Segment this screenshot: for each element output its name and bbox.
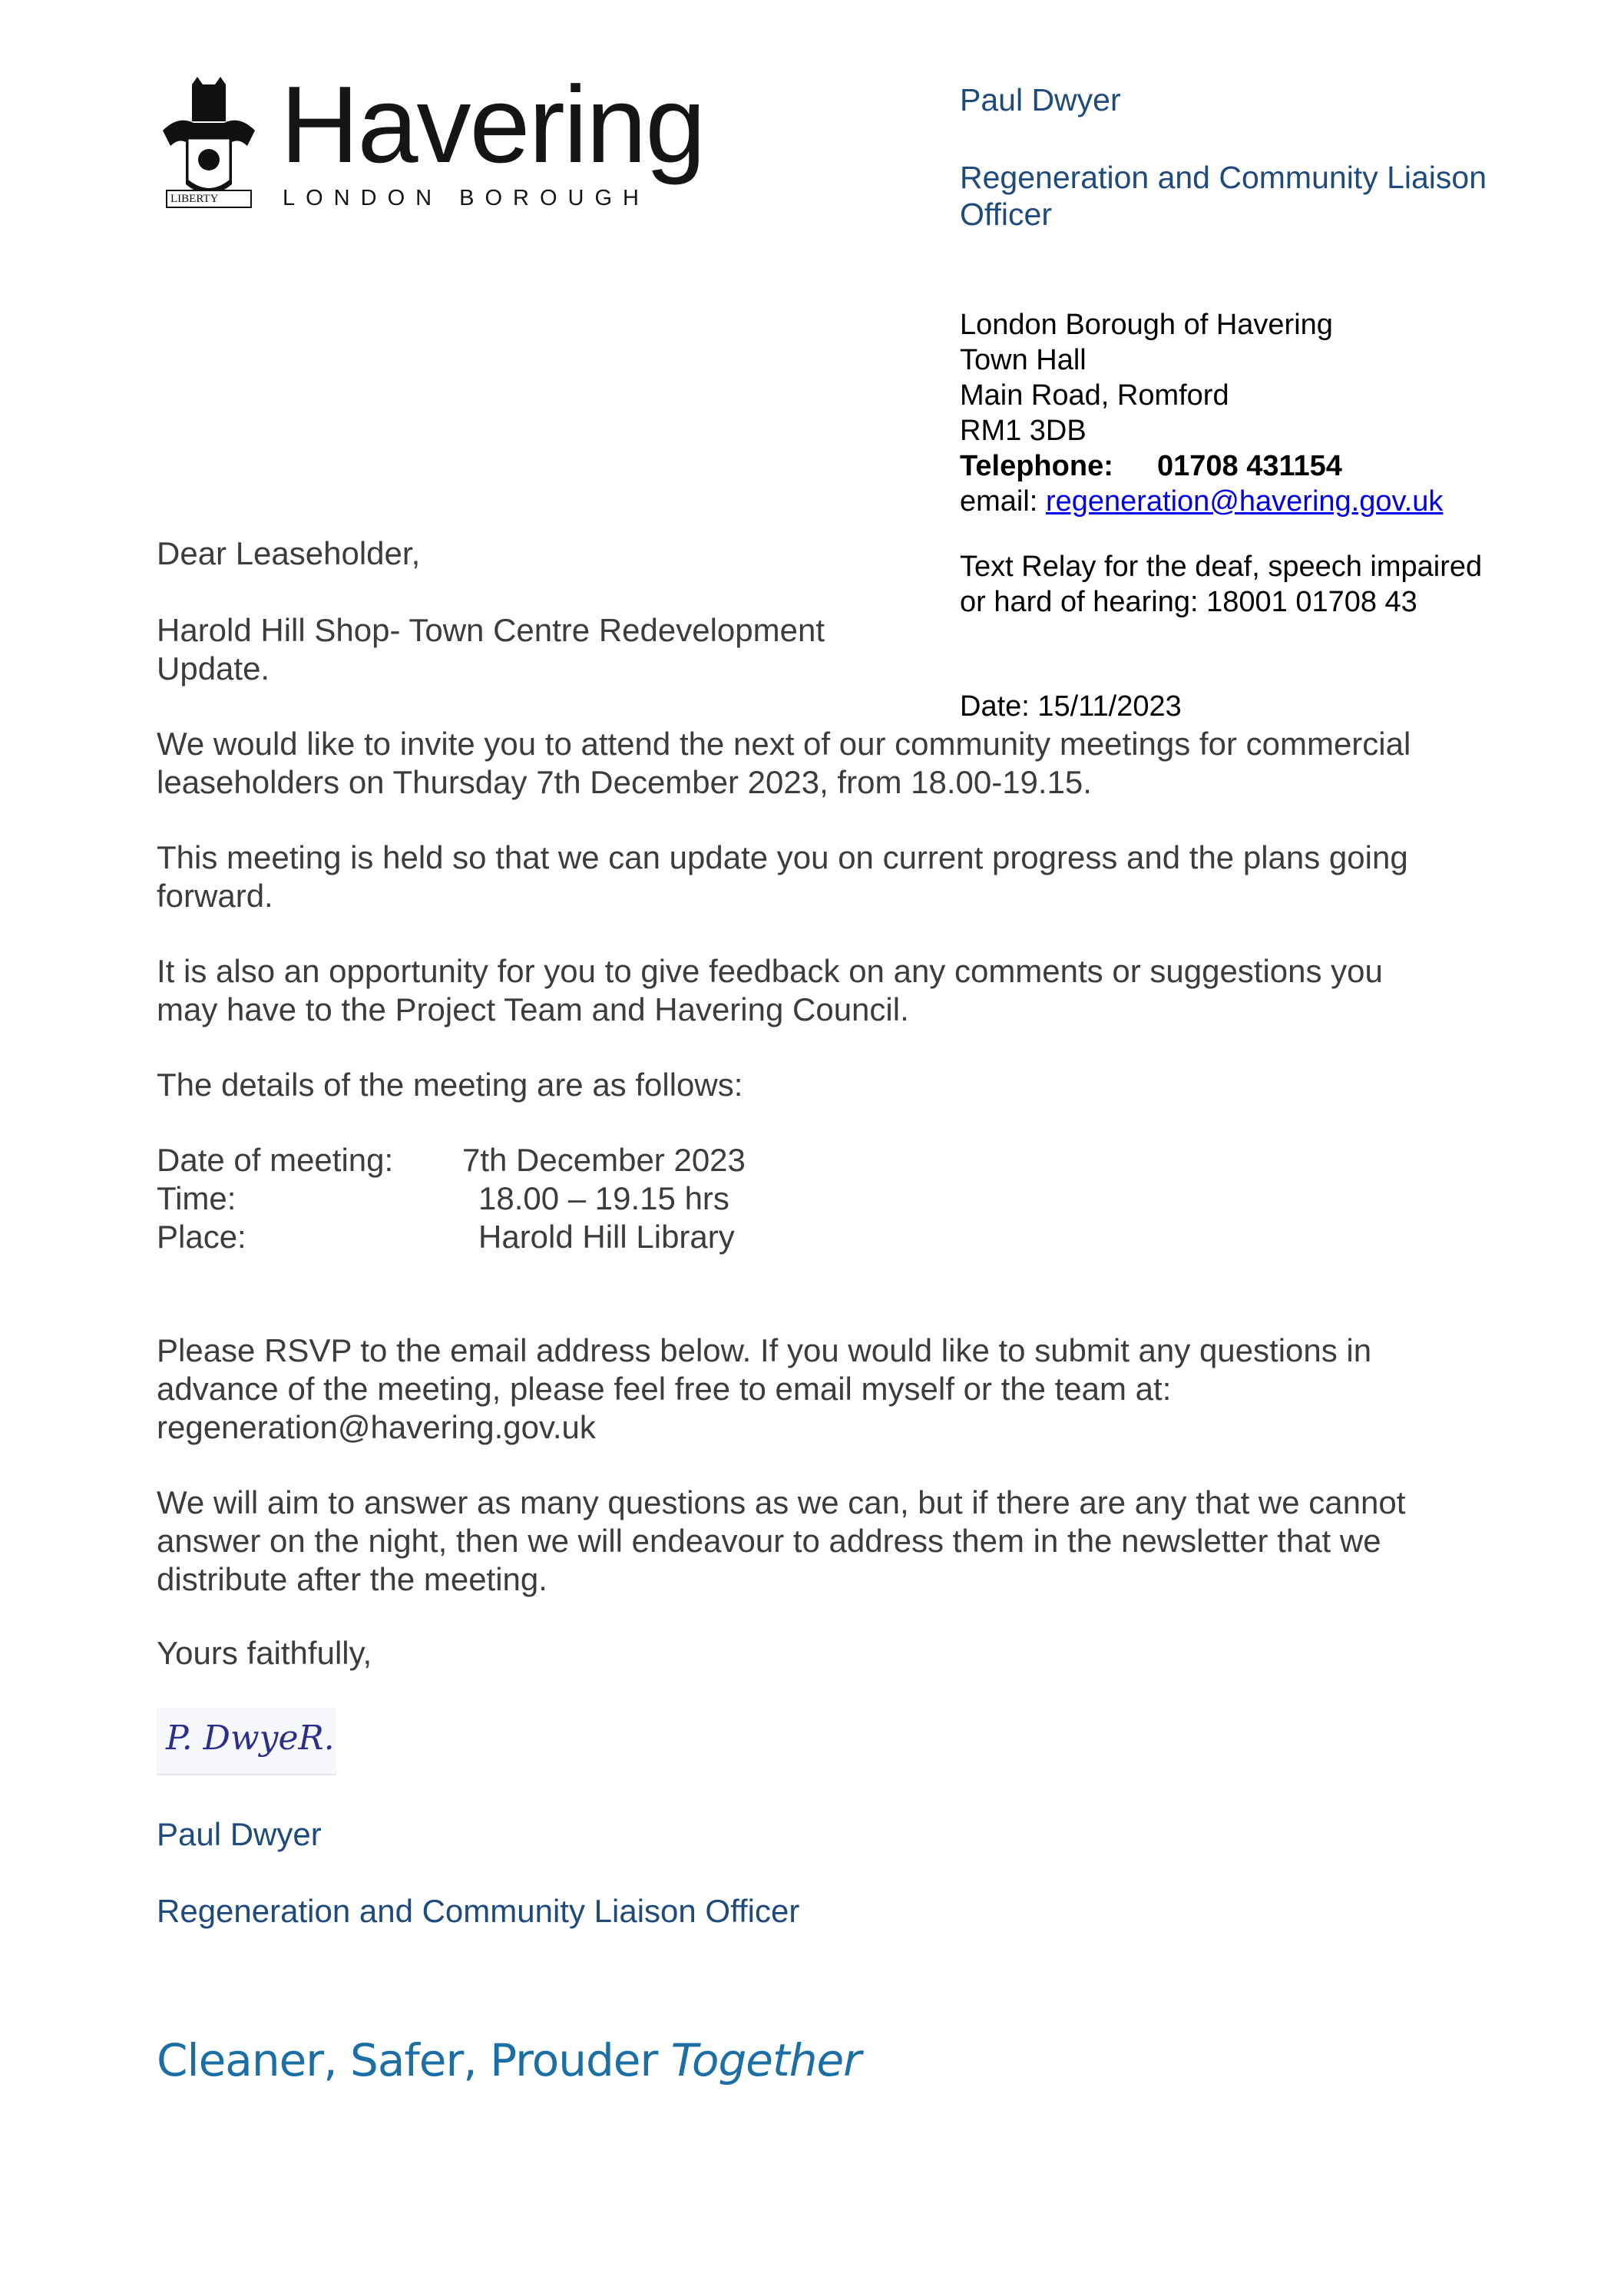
text-line: This meeting is held so that we can update you on current progress and the plans going — [157, 839, 1408, 875]
address-line: London Borough of Havering — [960, 309, 1333, 341]
paragraph-rsvp — [157, 1332, 1462, 1447]
text-line: forward. — [157, 878, 273, 914]
detail-value: 7th December 2023 — [462, 1142, 746, 1178]
signoff-title: Regeneration and Community Liaison Officer — [157, 1893, 800, 1929]
address-line: Town Hall — [960, 344, 1087, 376]
text-line: We will aim to answer as many questions as we can, but if there are any that we cannot — [157, 1484, 1406, 1520]
subject-line: Update. — [157, 650, 270, 686]
email-label: email: — [960, 485, 1038, 518]
tagline-emphasis: Together — [670, 2034, 862, 2086]
address-line: RM1 3DB — [960, 415, 1087, 447]
subject-line: Harold Hill Shop- Town Centre Redevelopment — [157, 612, 825, 648]
text-line: Please RSVP to the email address below. If you would like to submit any questions in — [157, 1332, 1372, 1368]
signoff-name: Paul Dwyer — [157, 1816, 322, 1852]
email-link[interactable]: regeneration@havering.gov.uk — [1045, 485, 1444, 518]
email-row — [960, 484, 1589, 519]
salutation: Dear Leaseholder, — [157, 535, 421, 571]
logo-subtitle: LONDON BOROUGH — [283, 186, 650, 210]
havering-crest-icon — [155, 77, 263, 211]
text-line: leaseholders on Thursday 7th December 2023, from 18.00-19.15. — [157, 764, 1092, 800]
text-line: We would like to invite you to attend the next of our community meetings for commercial — [157, 726, 1411, 762]
closing: Yours faithfully, — [157, 1635, 372, 1671]
detail-label: Time: — [157, 1180, 236, 1216]
relay-line: or hard of hearing: 18001 01708 43 — [960, 586, 1417, 618]
signature-image — [157, 1708, 336, 1775]
text-line: distribute after the meeting. — [157, 1561, 547, 1597]
letter-date: Date: 15/11/2023 — [960, 690, 1182, 723]
meeting-details — [157, 1141, 1462, 1256]
telephone — [960, 448, 1589, 484]
paragraph-questions — [157, 1484, 1462, 1599]
paragraph-invite — [157, 725, 1462, 802]
sender-title-line2: Officer — [960, 197, 1052, 232]
detail-value: Harold Hill Library — [478, 1219, 735, 1255]
details-intro: The details of the meeting are as follows: — [157, 1067, 743, 1103]
detail-row — [157, 1179, 1462, 1218]
paragraph-feedback — [157, 952, 1462, 1029]
text-line: answer on the night, then we will endeavour to address them in the newsletter that we — [157, 1523, 1381, 1559]
relay-line: Text Relay for the deaf, speech impaired — [960, 551, 1483, 583]
telephone-label: Telephone: — [960, 450, 1113, 482]
detail-label: Date of meeting: — [157, 1142, 394, 1178]
detail-row — [157, 1218, 1462, 1256]
motto: LIBERTY — [170, 193, 219, 205]
detail-label: Place: — [157, 1219, 246, 1255]
address-block — [960, 307, 1589, 519]
text-line: may have to the Project Team and Havering Council. — [157, 991, 909, 1027]
text-line: advance of the meeting, please feel free to email myself or the team at: — [157, 1371, 1172, 1407]
logo-wordmark: Havering — [280, 64, 705, 186]
text-line: regeneration@havering.gov.uk — [157, 1409, 596, 1445]
sender-name: Paul Dwyer — [960, 82, 1121, 117]
address-line: Main Road, Romford — [960, 379, 1229, 412]
sender-title-line1: Regeneration and Community Liaison — [960, 160, 1487, 195]
detail-row — [157, 1141, 1462, 1179]
paragraph-purpose — [157, 839, 1462, 915]
tagline-main: Cleaner, Safer, Prouder — [157, 2034, 671, 2086]
subject — [157, 611, 1462, 688]
text-line: It is also an opportunity for you to give feedback on any comments or suggestions you — [157, 953, 1383, 989]
telephone-number: 01708 431154 — [1157, 450, 1342, 482]
detail-value: 18.00 – 19.15 hrs — [478, 1180, 729, 1216]
tagline — [157, 2035, 861, 2086]
signature-text: P. DwyeR. — [166, 1719, 335, 1758]
